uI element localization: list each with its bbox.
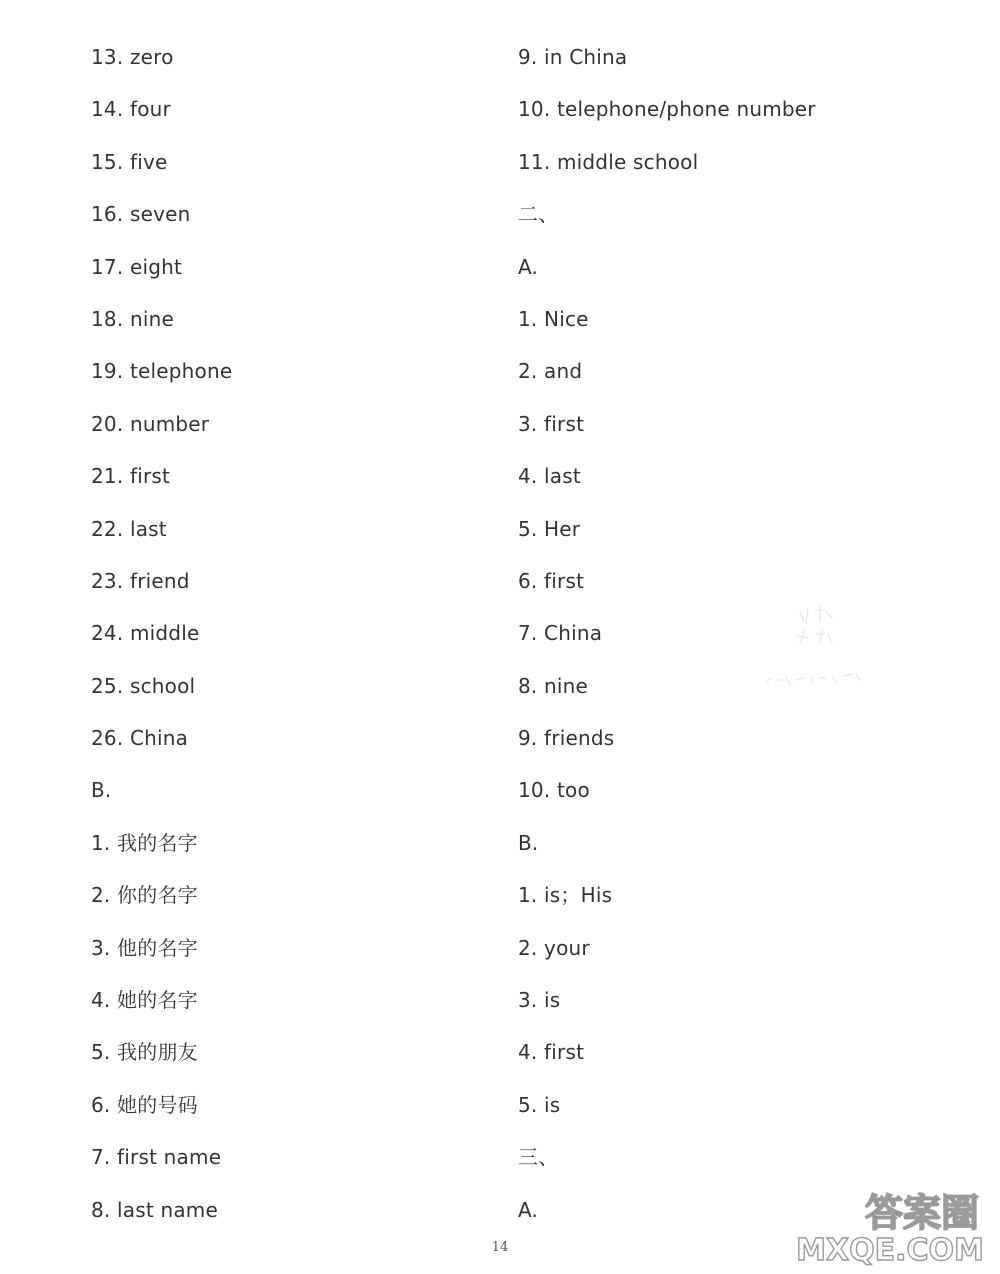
answer-line: 13. zero bbox=[91, 45, 174, 69]
section-label: B. bbox=[91, 778, 112, 803]
answer-line: 1. Nice bbox=[518, 306, 589, 331]
answer-line: 21. first bbox=[91, 464, 171, 489]
answer-line: 11. middle school bbox=[518, 149, 699, 174]
site-watermark-logo bbox=[772, 1186, 992, 1268]
answer-line: 9. in China bbox=[518, 45, 628, 69]
answer-line: 18. nine bbox=[91, 306, 174, 331]
section-label: 三、 bbox=[518, 1145, 559, 1170]
answer-line: 10. too bbox=[518, 778, 590, 803]
answer-line: 6. 她的号码 bbox=[91, 1092, 198, 1117]
answer-line: 1. 我的名字 bbox=[91, 830, 198, 855]
section-label: B. bbox=[518, 830, 539, 855]
answer-line: 9. friends bbox=[518, 726, 615, 751]
answer-line: 24. middle bbox=[91, 621, 200, 646]
answer-line: 22. last bbox=[91, 516, 167, 541]
section-label: A. bbox=[518, 1197, 539, 1222]
answer-line: 5. 我的朋友 bbox=[91, 1040, 198, 1065]
answer-line: 14. four bbox=[91, 97, 171, 122]
answer-line: 17. eight bbox=[91, 254, 183, 279]
answer-line: 3. is bbox=[518, 988, 561, 1013]
answer-line: 26. China bbox=[91, 726, 189, 751]
answer-line: 15. five bbox=[91, 149, 168, 174]
faint-handwriting-mark bbox=[760, 600, 870, 700]
watermark-text-bottom: MXQE.COM bbox=[796, 1233, 984, 1268]
section-label: A. bbox=[518, 254, 539, 279]
answer-line: 7. first name bbox=[91, 1145, 222, 1170]
page-number: 14 bbox=[491, 1240, 509, 1255]
answer-line: 20. number bbox=[91, 411, 210, 436]
left-answer-column bbox=[91, 37, 232, 1242]
answer-line: 5. Her bbox=[518, 516, 581, 541]
answer-line: 4. first bbox=[518, 1040, 585, 1065]
answer-line: 7. China bbox=[518, 621, 603, 646]
section-label: 二、 bbox=[518, 202, 559, 227]
answer-line: 6. first bbox=[518, 568, 585, 593]
watermark-text-top: 答案圈 bbox=[864, 1191, 980, 1235]
answer-line: 2. 你的名字 bbox=[91, 883, 198, 908]
answer-line: 1. is；His bbox=[518, 883, 613, 908]
answer-line: 8. nine bbox=[518, 673, 589, 698]
answer-line: 8. last name bbox=[91, 1197, 218, 1222]
answer-line: 2. and bbox=[518, 359, 583, 384]
answer-line: 23. friend bbox=[91, 568, 190, 593]
answer-line: 3. first bbox=[518, 411, 585, 436]
answer-line: 4. last bbox=[518, 464, 581, 489]
answer-line: 25. school bbox=[91, 673, 196, 698]
answer-line: 3. 他的名字 bbox=[91, 935, 198, 960]
answer-line: 5. is bbox=[518, 1092, 561, 1117]
answer-line: 10. telephone/phone number bbox=[518, 97, 816, 122]
answer-line: 2. your bbox=[518, 935, 590, 960]
answer-line: 16. seven bbox=[91, 202, 191, 227]
answer-line: 19. telephone bbox=[91, 359, 233, 384]
answer-line: 4. 她的名字 bbox=[91, 988, 198, 1013]
